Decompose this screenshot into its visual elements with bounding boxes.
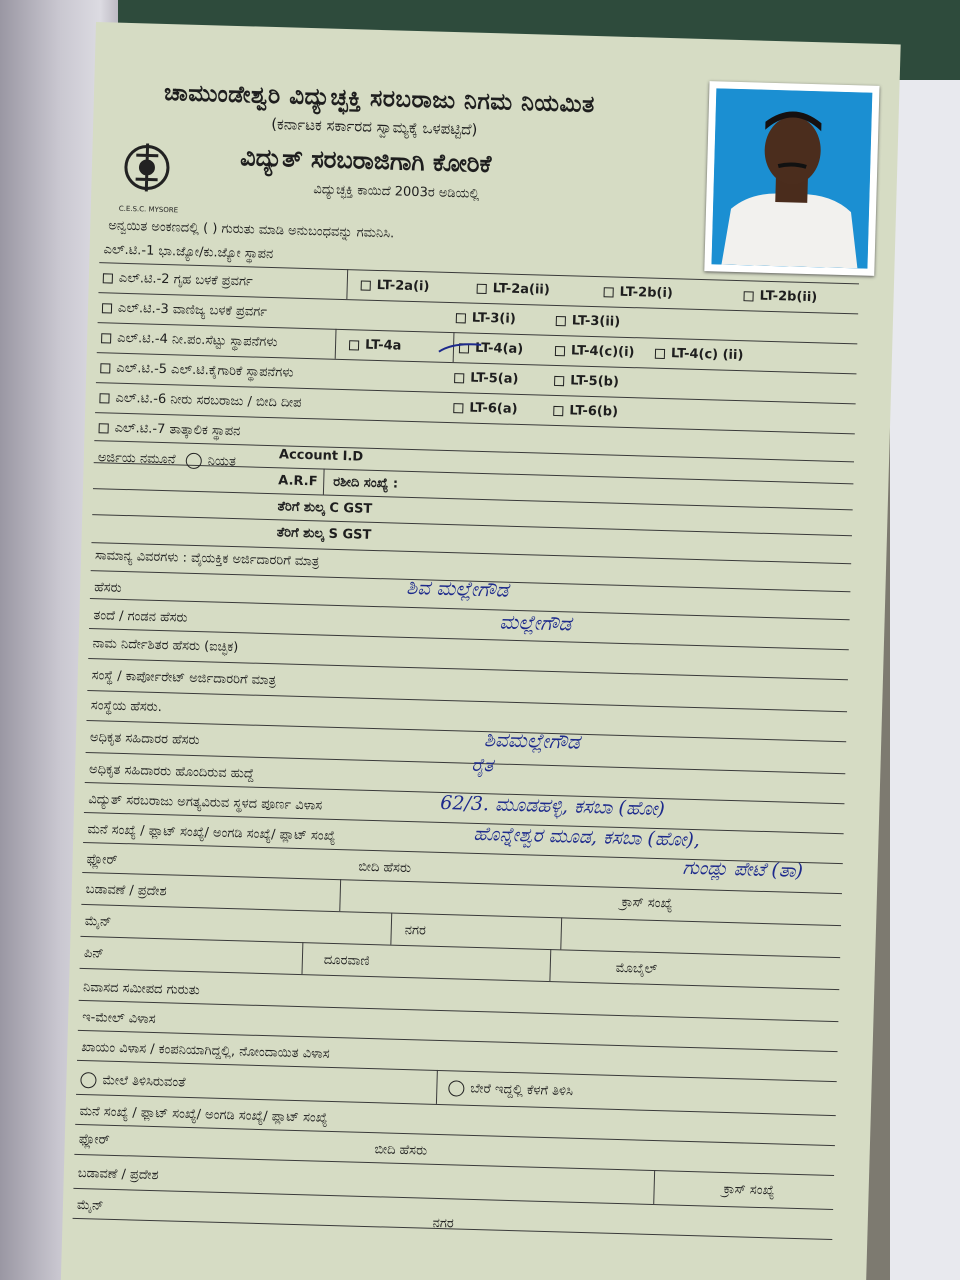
option-lt2a-i[interactable] [361,277,430,294]
instruction-text: ಅನ್ವಯಿತ ಅಂಕಣದಲ್ಲಿ ( ) ಗುರುತು ಮಾಡಿ ಅನುಬಂಧವನ್ನು ಗಮನಿಸಿ. [108,218,395,242]
tariff-label-lt7 [98,420,240,439]
option-lt3-i[interactable] [456,310,516,327]
option-label: LT-4(a) [474,340,524,358]
pin-label: ಪಿನ್ [83,946,104,962]
option-label: LT-4a [364,337,402,354]
signatory-value[interactable]: ಶಿವಮಲ್ಲೇಗೌಡ [483,727,581,754]
checkbox-icon[interactable] [553,405,563,415]
option-label: LT-6(a) [469,400,518,417]
option-lt2a-ii[interactable] [477,281,550,298]
tariff-label-lt4 [101,330,278,350]
option-label: LT-2a(ii) [492,281,551,298]
father-value[interactable]: ಮಲ್ಲೇಗೌಡ [499,609,572,636]
checkbox-icon[interactable] [100,363,110,373]
option-lt6-a[interactable] [453,400,518,417]
act-line: ವಿದ್ಯುಚ್ಛಕ್ತಿ ಕಾಯಿದೆ 2003ರ ಅಡಿಯಲ್ಲಿ [313,182,480,202]
tariff-label-lt6 [99,390,301,411]
option-label: LT-3(i) [471,310,516,327]
tariff-label-lt5 [100,360,294,380]
name-label: ಹೆಸರು [93,580,122,596]
divider [335,329,337,359]
permanent-floor-label: ಫ್ಲೋರ್ [78,1131,110,1148]
checkbox-icon[interactable] [604,287,614,297]
tariff-label-lt2 [103,270,253,289]
logo-caption: C.E.S.C. MYSORE [118,204,179,215]
form-type-option-label: ನಿಯತ [207,453,237,470]
main-label: ಮೈನ್ [84,914,112,930]
address-line1[interactable]: 62/3. ಮೂಡಹಳ್ಳಿ, ಕಸಬಾ (ಹೋ) [440,791,666,821]
address-line2[interactable]: ಹೊನ್ನೇಶ್ವರ ಮೂಡ, ಕಸಬಾ (ಹೋ), [473,822,701,852]
checkbox-icon[interactable] [99,393,109,403]
option-lt4a[interactable] [349,337,402,353]
receipt-no-label: ರಶೀದಿ ಸಂಖ್ಯೆ : [333,474,399,492]
checkbox-icon[interactable] [477,283,487,293]
option-lt5-a[interactable] [454,370,519,387]
option-lt5-b[interactable] [554,373,619,390]
checkbox-icon[interactable] [102,303,112,313]
divider [346,269,348,299]
company-name: ಚಾಮುಂಡೇಶ್ವರಿ ವಿದ್ಯುಚ್ಛಕ್ತಿ ಸರಬರಾಜು ನಿಗಮ ನಿಯಮಿತ [163,79,596,118]
divider [549,949,551,981]
radio-icon[interactable] [448,1080,464,1096]
tariff-label-lt4-text: ಎಲ್.ಟಿ.-4 ನೀ.ಪಂ.ಸೆಟ್ಟು ಸ್ಥಾಪನೆಗಳು [116,330,278,351]
other-address-option[interactable] [448,1080,573,1099]
checkbox-icon[interactable] [555,345,565,355]
same-address-label: ಮೇಲೆ ತಿಳಿಸಿರುವಂತೆ [102,1073,186,1091]
divider [436,1070,438,1104]
divider [560,917,562,949]
other-address-label: ಬೇರೆ ಇದ್ದಲ್ಲಿ ಕೆಳಗೆ ತಿಳಿಸಿ [470,1081,574,1100]
option-label: LT-2b(ii) [759,288,818,306]
option-label: LT-2b(i) [619,284,674,302]
tariff-label-lt3 [102,300,267,320]
radio-icon[interactable] [80,1072,96,1088]
divider [301,942,303,974]
area-label: ಬಡಾವಣೆ / ಪ್ರದೇಶ [85,882,167,900]
divider [323,469,325,495]
form-title: ವಿದ್ಯುತ್ ಸರಬರಾಜಿಗಾಗಿ ಕೋರಿಕೆ [239,143,492,179]
mobile-label: ಮೊಬೈಲ್ [615,960,658,978]
checkbox-icon[interactable] [103,273,113,283]
applicant-photo [704,81,879,276]
cgst-label: ತೆರಿಗೆ ಶುಲ್ಕ C GST [277,499,373,517]
sgst-label: ತೆರಿಗೆ ಶುಲ್ಕ S GST [276,525,372,543]
corporate-title: ಸಂಸ್ಥೆ / ಕಾರ್ಪೋರೇಟ್ ಅರ್ಜಿದಾರರಿಗೆ ಮಾತ್ರ [91,668,277,689]
street-label: ಬೀದಿ ಹೆಸರು [358,859,412,877]
house-label: ಮನೆ ಸಂಖ್ಯೆ / ಫ್ಲಾಟ್ ಸಂಖ್ಯೆ/ ಅಂಗಡಿ ಸಂಖ್ಯೆ/ ಪ್ಲಾಟ್ ಸಂಖ್ಯೆ [87,822,336,844]
permanent-area-label: ಬಡಾವಣೆ / ಪ್ರದೇಶ [77,1165,159,1184]
account-id-label: Account I.D [278,447,364,465]
designation-label: ಅಧಿಕೃತ ಸಹಿದಾರರು ಹೊಂದಿರುವ ಹುದ್ದೆ [88,762,255,782]
checkbox-icon[interactable] [349,340,359,350]
checkbox-icon[interactable] [454,373,464,383]
option-label: LT-4(c)(i) [570,343,635,361]
checkbox-icon[interactable] [554,375,564,385]
checkbox-icon[interactable] [743,291,753,301]
name-value[interactable]: ಶಿವ ಮಲ್ಲೇಗೌಡ [406,574,509,602]
option-label: LT-3(ii) [571,313,621,330]
permanent-street-label: ಬೀದಿ ಹೆಸರು [374,1142,428,1159]
signatory-label: ಅಧಿಕೃತ ಸಹಿದಾರರ ಹೆಸರು [89,730,200,749]
tariff-label-lt1: ಎಲ್.ಟಿ.-1 ಭಾ.ಜ್ಯೋ/ಕು.ಜ್ಯೋ ಸ್ಥಾಪನ [103,242,274,263]
option-label: LT-5(a) [469,370,519,387]
landmark-label: ನಿವಾಸದ ಸಮೀಪದ ಗುರುತು [82,980,200,999]
checkbox-icon[interactable] [556,315,566,325]
checkbox-icon[interactable] [453,403,463,413]
general-section-title: ಸಾಮಾನ್ಯ ವಿವರಗಳು : ವೈಯಕ್ತಿಕ ಅರ್ಜಿದಾರರಿಗೆ ಮಾತ್ರ [94,548,320,570]
cesc-logo [121,135,173,206]
permanent-house-label: ಮನೆ ಸಂಖ್ಯೆ / ಫ್ಲಾಟ್ ಸಂಖ್ಯೆ/ ಅಂಗಡಿ ಸಂಖ್ಯೆ/ ಪ್ಲಾಟ್ ಸಂಖ್ಯೆ [79,1103,328,1126]
company-subtitle: (ಕರ್ನಾಟಕ ಸರ್ಕಾರದ ಸ್ವಾಮ್ಯಕ್ಕೆ ಒಳಪಟ್ಟಿದೆ) [270,114,478,139]
cross-label: ಕ್ರಾಸ್ ಸಂಖ್ಯೆ [621,895,673,912]
tariff-label-lt3-text: ಎಲ್.ಟಿ.-3 ವಾಣಿಜ್ಯ ಬಳಕೆ ಪ್ರವರ್ಗ [117,300,268,320]
divider [653,1170,655,1204]
option-lt2b-ii[interactable] [743,288,817,305]
org-name-label: ಸಂಸ್ಥೆಯ ಹೆಸರು. [90,698,163,716]
permanent-cross-label: ಕ್ರಾಸ್ ಸಂಖ್ಯೆ [723,1181,775,1199]
city-label: ನಗರ [404,922,427,939]
checkbox-icon[interactable] [456,313,466,323]
nominee-label: ನಾಮ ನಿರ್ದೇಶಿತರ ಹೆಸರು (ಐಚ್ಛಿಕ) [92,636,239,656]
option-lt3-ii[interactable] [556,313,621,330]
option-label: LT-4(c) (ii) [670,346,744,364]
tariff-label-lt6-text: ಎಲ್.ಟಿ.-6 ನೀರು ಸರಬರಾಜು / ಬೀದಿ ದೀಪ [115,390,302,411]
tariff-label-lt7-text: ಎಲ್.ಟಿ.-7 ತಾತ್ಕಾಲಿಕ ಸ್ಥಾಪನ [114,420,241,440]
same-address-option[interactable] [80,1072,186,1091]
permanent-city-label: ನಗರ [432,1215,454,1232]
arf-label: A.R.F [278,473,318,490]
permanent-main-label: ಮೈನ್ [76,1197,104,1214]
application-form [59,22,901,1280]
option-lt4c-i[interactable] [555,343,635,360]
checkbox-icon[interactable] [101,333,111,343]
floor-label: ಫ್ಲೋರ್ [86,852,118,868]
checkbox-icon[interactable] [361,280,371,290]
tariff-label-lt5-text: ಎಲ್.ಟಿ.-5 ಎಲ್.ಟಿ.ಕೈಗಾರಿಕೆ ಸ್ಥಾಪನೆಗಳು [116,360,294,381]
divider [339,879,341,911]
address-line3[interactable]: ಗುಂಡ್ಲು ಪೇಟೆ (ತಾ) [682,856,804,883]
form-type-label: ಅರ್ಜಿಯ ನಮೂನೆ [97,450,176,468]
option-lt6-b[interactable] [553,403,618,420]
checkbox-icon[interactable] [655,348,665,358]
tariff-label-lt2-text: ಎಲ್.ಟಿ.-2 ಗೃಹ ಬಳಕೆ ಪ್ರವರ್ಗ [118,270,253,290]
father-label: ತಂದೆ / ಗಂಡನ ಹೆಸರು [93,608,188,626]
divider [390,913,392,945]
checkbox-icon[interactable] [99,423,109,433]
tick-mark-icon [437,338,484,359]
phone-label: ದೂರವಾಣಿ [323,952,370,970]
address-label: ವಿದ್ಯುತ್ ಸರಬರಾಜು ಅಗತ್ಯವಿರುವ ಸ್ಥಳದ ಪೂರ್ಣ ವಿಳಾಸ [88,792,323,814]
applicant-portrait [711,88,872,268]
permanent-label: ಖಾಯಂ ವಿಳಾಸ / ಕಂಪನಿಯಾಗಿದ್ದಲ್ಲಿ, ನೋಂದಾಯಿತ ವಿಳಾಸ [81,1039,330,1062]
designation-value[interactable]: ರೈತ [471,754,494,777]
option-lt4c-ii[interactable] [655,346,744,363]
option-lt2b-i[interactable] [603,284,673,301]
paper-stack [890,80,960,1280]
option-label: LT-5(b) [569,373,620,390]
option-label: LT-6(b) [569,403,619,420]
email-label: ಇ-ಮೇಲ್ ವಿಳಾಸ [81,1010,156,1028]
option-label: LT-2a(i) [376,277,430,295]
